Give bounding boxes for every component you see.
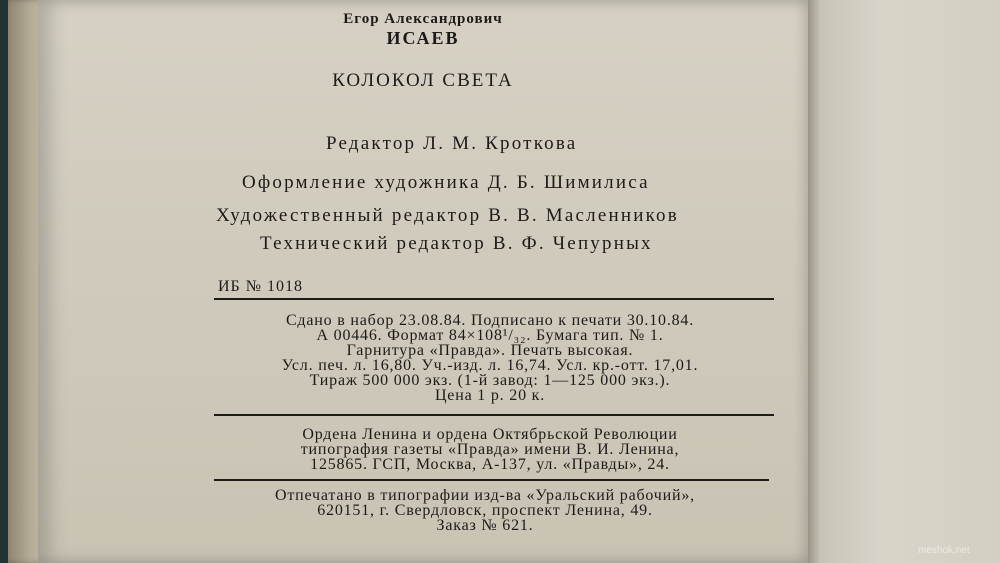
credit-editor: Редактор Л. М. Кроткова: [326, 133, 578, 154]
ib-number: ИБ № 1018: [218, 278, 304, 295]
printer-block: [210, 427, 770, 472]
imprint-line: Гарнитура «Правда». Печать высокая.: [346, 342, 634, 359]
credit-design: Оформление художника Д. Б. Шимилиса: [242, 172, 650, 193]
imprint-line: Цена 1 р. 20 к.: [434, 387, 546, 404]
imprint-line: Тираж 500 000 экз. (1-й завод: 1—125 000 экз.).: [309, 372, 671, 389]
printed-by-block: [205, 488, 765, 533]
printed-line: Заказ № 621.: [436, 517, 534, 534]
author-name: Егор Александрович: [343, 11, 503, 27]
printed-line: Отпечатано в типографии изд-ва «Уральский рабочий»,: [275, 487, 695, 504]
printed-line: 620151, г. Свердловск, проспект Ленина, 49.: [317, 502, 653, 519]
colophon-page: [38, 0, 808, 563]
book-title: КОЛОКОЛ СВЕТА: [332, 70, 514, 91]
credit-art-editor: Художественный редактор В. В. Масленников: [216, 205, 679, 226]
printer-line: типография газеты «Правда» имени В. И. Ленина,: [300, 441, 680, 458]
divider-rule: [214, 479, 769, 481]
desk-edge: [0, 0, 8, 563]
watermark: meshok.net: [918, 545, 970, 556]
imprint-block: [210, 313, 770, 403]
facing-page: [805, 0, 1000, 563]
author-surname: ИСАЕВ: [386, 28, 460, 48]
imprint-line: Усл. печ. л. 16,80. Уч.-изд. л. 16,74. Усл. кр.-отт. 17,01.: [281, 357, 699, 374]
printer-line: 125865. ГСП, Москва, А-137, ул. «Правды», 24.: [310, 456, 670, 473]
credit-tech-editor: Технический редактор В. Ф. Чепурных: [260, 233, 653, 254]
imprint-line: А 00446. Формат 84×108¹/₃₂. Бумага тип. № 1.: [316, 327, 664, 344]
imprint-line: Сдано в набор 23.08.84. Подписано к печати 30.10.84.: [285, 312, 695, 329]
divider-rule: [214, 298, 774, 300]
divider-rule: [214, 414, 774, 416]
printer-line: Ордена Ленина и ордена Октябрьской Революции: [302, 426, 678, 443]
